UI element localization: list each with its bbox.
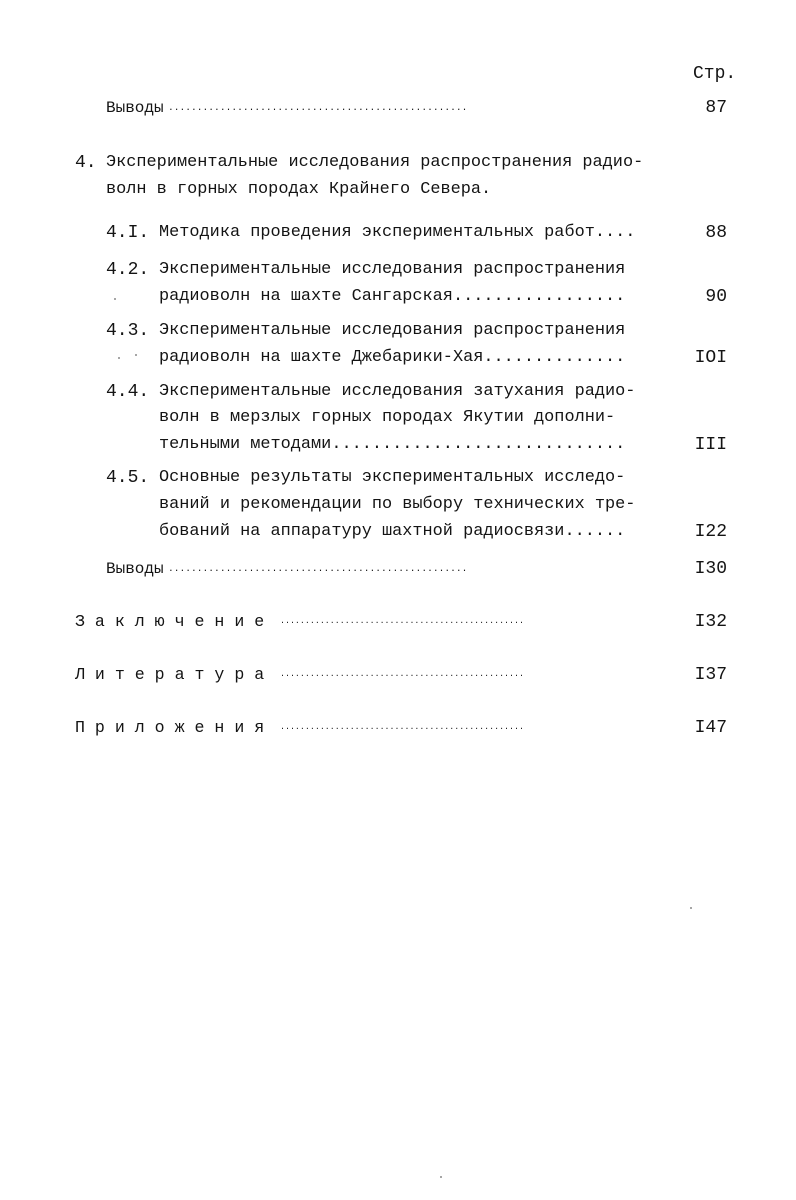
toc-entry-page: 90 [705,287,727,307]
section-title-line-1: Экспериментальные исследования распространения [159,321,626,340]
toc-entry-title: П р и л о ж е н и я [75,718,265,737]
toc-entry-leader-dots: .................................................... [168,563,468,574]
toc-entry-leader-dots: ................................................. [280,670,524,679]
toc-entry-page: 88 [705,223,727,243]
scan-speck [690,907,692,909]
scan-speck [135,354,137,356]
scan-speck [114,298,116,300]
toc-entry-page: IOI [694,348,727,368]
section-title-line-2: ваний и рекомендации по выбору технических тре- [159,495,636,514]
toc-entry-page: I32 [694,612,727,632]
toc-entry-title: Выводы [106,560,164,578]
toc-entry-leader-dots: .................................................... [168,102,468,113]
section-title-line-3: бований на аппаратуру шахтной радиосвязи...... [159,522,626,541]
toc-entry-leader-dots: ................................................. [280,723,524,732]
section-number: 4.2. [106,260,150,280]
section-title-line-2: радиоволн на шахте Джебарики-Хая.............. [159,348,626,367]
scan-speck [118,357,120,359]
chapter-number: 4. [75,153,97,173]
toc-entry-page: I37 [694,665,727,685]
section-number: 4.5. [106,468,150,488]
section-title-line-1: Экспериментальные исследования затухания радио- [159,382,636,401]
section-number: 4.4. [106,382,150,402]
toc-entry-page: 87 [705,98,727,118]
toc-entry-title: Выводы [106,99,164,117]
scan-speck [440,1176,442,1178]
section-title-line-2: радиоволн на шахте Сангарская................. [159,287,626,306]
section-title-line-1: Основные результаты экспериментальных исследо- [159,468,626,487]
chapter-title-line-1: Экспериментальные исследования распространения радио- [106,153,644,172]
toc-entry-page: I22 [694,522,727,542]
section-title-line-2: волн в мерзлых горных породах Якутии дополни- [159,408,616,427]
page-column-label: Стр. [693,64,737,84]
section-title-line-1: Экспериментальные исследования распространения [159,260,626,279]
section-number: 4.I. [106,223,150,243]
section-title-line-1: Методика проведения экспериментальных работ.... [159,223,636,242]
toc-entry-title: З а к л ю ч е н и е [75,612,265,631]
toc-entry-page: I30 [694,559,727,579]
section-number: 4.3. [106,321,150,341]
toc-entry-page: III [694,435,727,455]
chapter-title-line-2: волн в горных породах Крайнего Севера. [106,180,492,199]
toc-entry-title: Л и т е р а т у р а [75,665,265,684]
toc-entry-leader-dots: ................................................. [280,617,524,626]
section-title-line-3: тельными методами............................. [159,435,626,454]
toc-entry-page: I47 [694,718,727,738]
